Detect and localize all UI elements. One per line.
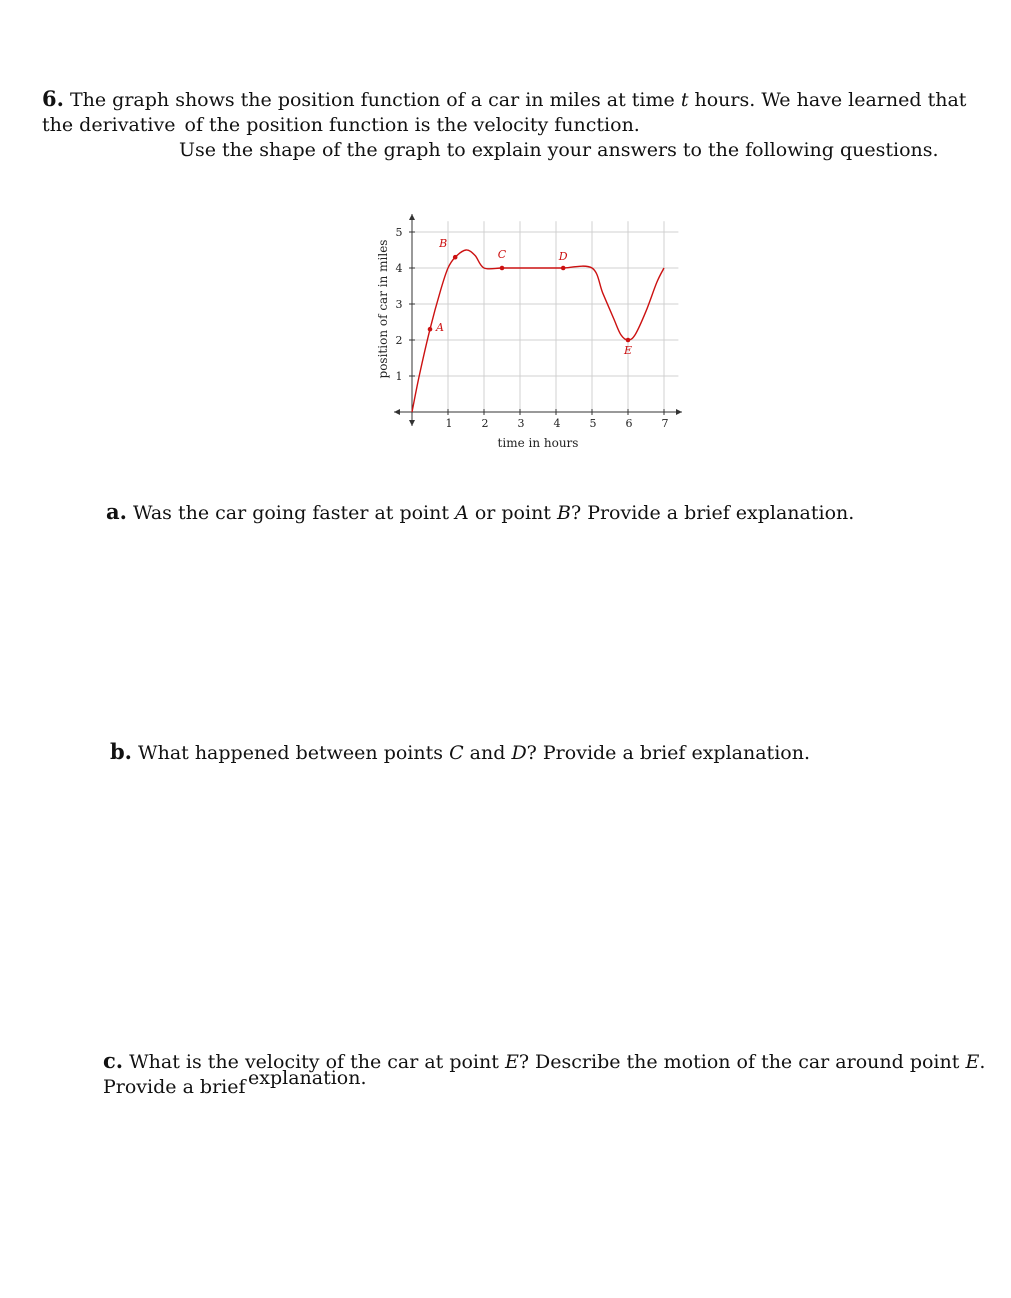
point-c-label: C (497, 248, 507, 261)
x-axis-label: time in hours (497, 436, 579, 450)
part-c-point-e-1: E (504, 1051, 519, 1073)
point-b-label: B (439, 237, 448, 251)
part-b (110, 741, 810, 763)
point-e-marker (626, 338, 631, 343)
part-a-text-2: or point (474, 502, 551, 524)
part-b-text-3: ? Provide a brief explanation. (526, 742, 810, 764)
point-d-label: D (558, 250, 568, 263)
part-c-text-2: ? Describe the motion of the car around point (518, 1051, 960, 1073)
x-axis-arrow-right (676, 409, 682, 415)
point-a-label: A (436, 321, 444, 335)
part-c-line-2a (103, 1078, 246, 1097)
part-a-point-b: B (557, 502, 571, 524)
x-axis-arrow-left (394, 409, 400, 415)
point-c-marker (500, 266, 505, 271)
part-c-label: c. (103, 1048, 124, 1073)
x-tick-label-1: 1 (445, 417, 453, 430)
x-tick-label-3: 3 (517, 417, 525, 430)
point-e-label: E (623, 344, 633, 357)
question-line-1 (42, 88, 966, 110)
y-tick-label-4: 4 (395, 262, 403, 275)
part-b-point-c: C (449, 742, 464, 764)
y-tick-label-2: 2 (395, 334, 403, 347)
part-b-point-d: D (511, 742, 527, 764)
part-c-text-4: Provide a brief (103, 1076, 246, 1098)
question-text-2a: the derivative (42, 114, 176, 136)
part-a-text-3: ? Provide a brief explanation. (570, 502, 855, 524)
x-tick-label-6: 6 (625, 417, 633, 430)
question-text-2b: of the position function is the velocity function. (184, 114, 640, 136)
question-text-3: Use the shape of the graph to explain your answers to the following questions. (179, 139, 939, 161)
position-curve (412, 250, 664, 412)
x-tick-label-5: 5 (589, 417, 597, 430)
part-b-text-1: What happened between points (138, 742, 444, 764)
part-b-label: b. (110, 739, 132, 764)
point-a-marker (428, 327, 433, 332)
part-c-text-1: What is the velocity of the car at point (129, 1051, 499, 1073)
position-graph (370, 205, 690, 455)
y-axis-label: position of car in miles (376, 239, 390, 379)
question-text-1a: The graph shows the position function of a car in miles at time (69, 89, 675, 111)
part-a-point-a: A (455, 502, 469, 524)
question-line-3 (179, 141, 939, 160)
question-text-1b: hours. We have learned that (694, 89, 967, 111)
x-tick-label-4: 4 (553, 417, 561, 430)
part-b-text-2: and (469, 742, 506, 764)
time-variable: t (680, 89, 689, 111)
question-number: 6. (42, 86, 64, 111)
point-d-marker (561, 266, 566, 271)
y-tick-label-5: 5 (395, 226, 403, 239)
y-axis-arrow-down (409, 420, 415, 426)
question-line-2 (42, 116, 640, 135)
y-tick-label-1: 1 (395, 370, 403, 383)
y-tick-label-3: 3 (395, 298, 403, 311)
part-a (106, 501, 854, 523)
graph-axes (394, 214, 682, 426)
part-c-line-2b (248, 1069, 367, 1088)
point-b-marker (453, 255, 458, 260)
part-c-point-e-2: E (965, 1051, 980, 1073)
y-axis-arrow-up (409, 214, 415, 220)
x-tick-label-7: 7 (661, 417, 669, 430)
part-c-text-5: explanation. (248, 1067, 367, 1089)
part-a-label: a. (106, 499, 127, 524)
x-tick-label-2: 2 (481, 417, 489, 430)
part-c-text-3: . (979, 1051, 986, 1073)
part-c-line-1 (103, 1050, 985, 1072)
graph-grid (412, 221, 678, 412)
part-a-text-1: Was the car going faster at point (132, 502, 449, 524)
